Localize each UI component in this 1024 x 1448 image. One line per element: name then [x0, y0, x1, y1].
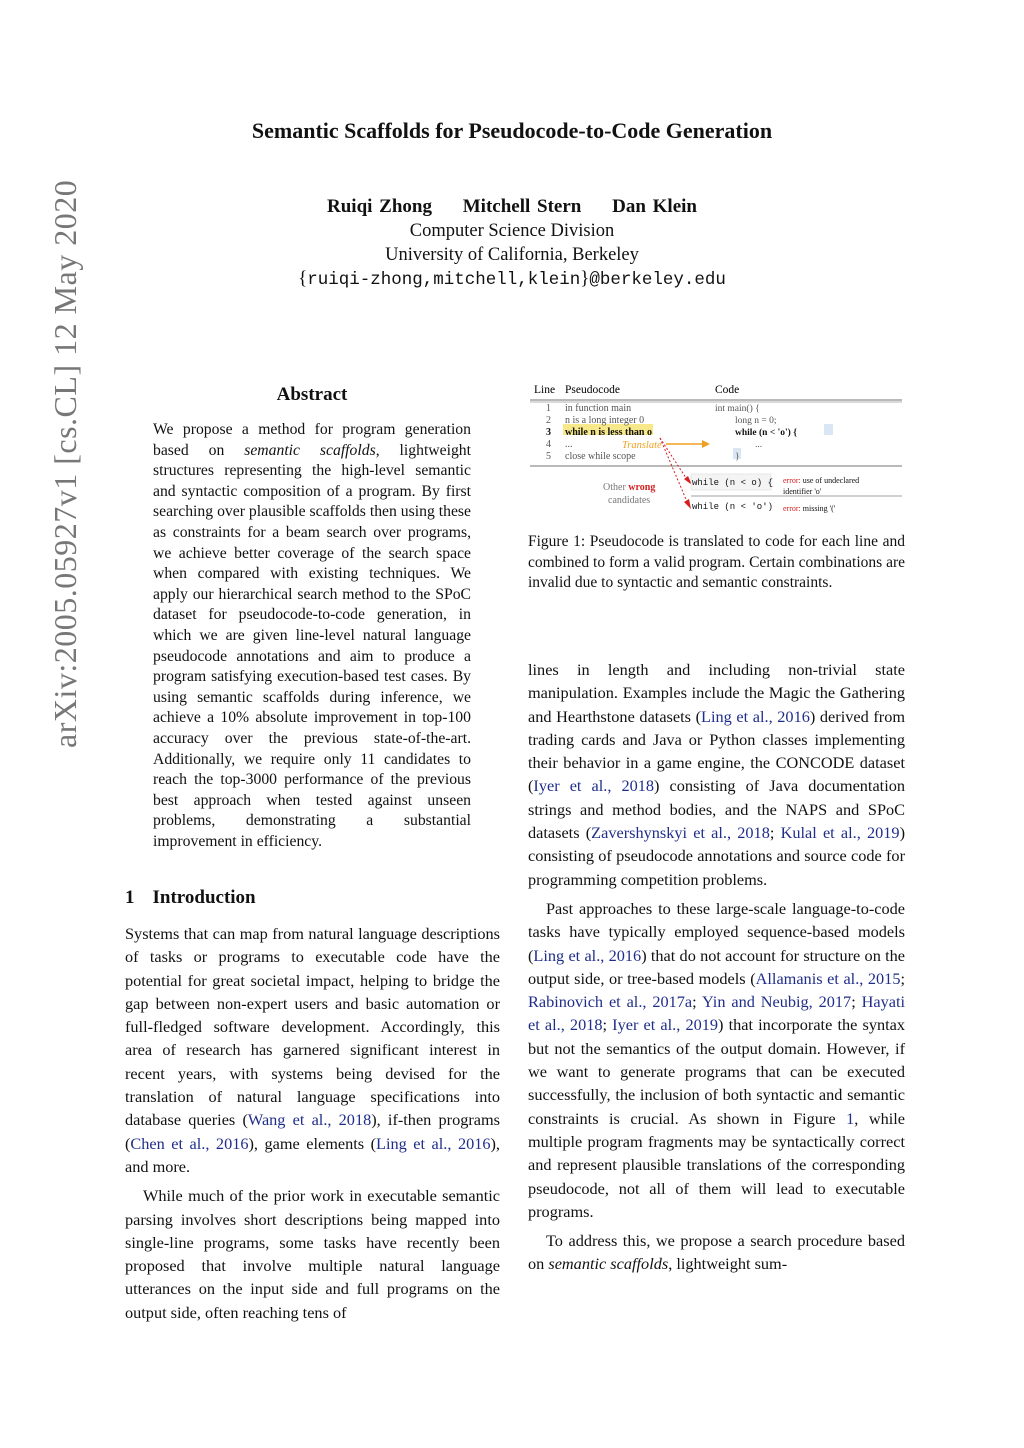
- translate-arrow-icon: [702, 440, 710, 448]
- citation-link[interactable]: Kulal et al., 2019: [780, 823, 900, 843]
- abstract-heading: Abstract: [276, 384, 348, 405]
- citation-link[interactable]: Hayati et al., 2018: [528, 992, 905, 1035]
- svg-text:Code: Code: [715, 384, 740, 396]
- svg-text:while (n < 'o') {: while (n < 'o') {: [735, 428, 797, 438]
- svg-text:Other wrong: Other wrong: [603, 482, 656, 493]
- citation-link[interactable]: Rabinovich et al., 2017a: [528, 992, 693, 1012]
- translate-label: Translate: [622, 440, 662, 451]
- paragraph: lines in length and including non-trivial state manipulation. Examples include the Magic the Gathering and Hearthstone datasets (Ling et al., 2016) derived from trading cards and Java or Python classes implementing their behavior in a game engine, the CONCODE dataset (Iyer et al., 2018) consisting of Java documentation strings and method bodies, and the NAPS and SPoC datasets (Zavershynskyi et al., 2018; Kulal et al., 2019) consisting of pseudocode annotations and source code for programming competition problems.: [528, 660, 906, 889]
- citation-link[interactable]: Chen et al., 2016: [130, 1133, 249, 1153]
- svg-text:close while scope: close while scope: [565, 451, 636, 462]
- svg-text:candidates: candidates: [608, 495, 651, 506]
- author-list: [0, 196, 1024, 218]
- affiliation-university: University of California, Berkeley: [385, 245, 639, 265]
- author-emails: {ruiqi-zhong,mitchell,klein}@berkeley.edu: [298, 268, 726, 290]
- affiliation-division: Computer Science Division: [409, 221, 615, 241]
- citation-link[interactable]: Yin and Neubig, 2017: [701, 992, 852, 1012]
- svg-text:4: 4: [546, 439, 551, 450]
- paragraph: Systems that can map from natural language descriptions of tasks or programs to executable code have the potential for great societal impact, helping to bridge the gap between non-expert users and basic automation or full-fledged software development. Accordingly, this area of research has garnered significant interest in recent years, with systems being devised for the translation of natural language specifications into database queries (Wang et al., 2018), if-then programs (Chen et al., 2016), game elements (Ling et al., 2016), and more.: [125, 924, 501, 1176]
- figure-reference-link[interactable]: 1: [846, 1108, 855, 1128]
- citation-link[interactable]: Ling et al., 2016: [376, 1133, 491, 1153]
- right-column-body: [528, 658, 905, 1276]
- figure-caption: Figure 1: Pseudocode is translated to code for each line and combined to form a valid program. Certain combinations are invalid due to syntactic and semantic constraints.: [528, 533, 905, 592]
- section-heading-introduction: 1 Introduction: [125, 887, 256, 908]
- citation-link[interactable]: Allamanis et al., 2015: [755, 968, 901, 988]
- author-name: Ruiqi Zhong: [327, 196, 432, 217]
- svg-text:in function main: in function main: [565, 403, 632, 414]
- svg-text:Pseudocode: Pseudocode: [565, 384, 620, 396]
- citation-link[interactable]: Iyer et al., 2018: [533, 776, 655, 796]
- svg-text:n is a long integer 0: n is a long integer 0: [565, 415, 645, 426]
- figure-pseudocode-to-code: [530, 378, 905, 518]
- svg-text:...: ...: [565, 439, 573, 450]
- citation-link[interactable]: Wang et al., 2018: [247, 1110, 372, 1130]
- svg-text:while n is less than o: while n is less than o: [565, 427, 652, 438]
- svg-text:error: missing '(': error: missing '(': [783, 504, 836, 513]
- paper-title: Semantic Scaffolds for Pseudocode-to-Code Generation: [251, 118, 773, 143]
- svg-text:}: }: [735, 452, 740, 462]
- citation-link[interactable]: Zavershynskyi et al., 2018: [591, 823, 770, 843]
- svg-text:...: ...: [755, 440, 763, 450]
- wrong-candidate-2: while (n < 'o'): [692, 502, 774, 512]
- abstract-body: We propose a method for program generation based on semantic scaffolds, lightweight structures representing the high-level semantic and syntactic composition of a program. By first searching over plausible scaffolds then using these as constraints for a beam search over programs, we achieve better coverage of the search space when compared with existing techniques. We apply our hierarchical search method to the SPoC dataset for pseudocode-to-code generation, in which we are given line-level natural language pseudocode annotations and aim to produce a program satisfying execution-based test cases. By using semantic scaffolds during inference, we achieve a 10% absolute improvement in top-100 accuracy over the previous state-of-the-art. Additionally, we require only 11 candidates to reach the top-3000 performance of the previous best approach when tested against unseen problems, demonstrating a substantial improvement in efficiency.: [153, 421, 471, 850]
- author-name: Mitchell Stern: [462, 196, 582, 217]
- author-name: Dan Klein: [612, 196, 697, 217]
- paragraph: Past approaches to these large-scale language-to-code tasks have typically employed sequence-based models (Ling et al., 2016) that do not account for structure on the output side, or tree-based models (Allamanis et al., 2015; Rabinovich et al., 2017a; Yin and Neubig, 2017; Hayati et al., 2018; Iyer et al., 2019) that incorporate the syntax but not the semantics of the output domain. However, if we want to generate programs that can be executed successfully, the inclusion of both syntactic and semantic constraints is crucial. As shown in Figure 1, while multiple program fragments may be syntactically correct and represent plausible translations of the corresponding pseudocode, not all of them will lead to executable programs.: [528, 898, 906, 1221]
- paragraph: While much of the prior work in executable semantic parsing involves short descriptions being mapped into single-line programs, some tasks have recently been proposed that involve multiple natural language utterances on the input side and full programs on the output side, often reaching tens of: [125, 1186, 500, 1322]
- svg-text:1: 1: [546, 403, 551, 414]
- svg-text:long n = 0;: long n = 0;: [735, 416, 777, 426]
- intro-body: [125, 922, 500, 1324]
- svg-text:error: use of undeclared: error: use of undeclared: [783, 476, 860, 485]
- svg-text:5: 5: [546, 451, 551, 462]
- wrong-candidate-1: while (n < o) {: [692, 478, 774, 488]
- citation-link[interactable]: Iyer et al., 2019: [612, 1015, 719, 1035]
- svg-text:Line: Line: [534, 384, 556, 396]
- paragraph: To address this, we propose a search procedure based on semantic scaffolds, lightweight sum-: [528, 1231, 905, 1274]
- svg-text:identifier 'o': identifier 'o': [783, 487, 822, 496]
- svg-text:3: 3: [546, 427, 551, 438]
- citation-link[interactable]: Ling et al., 2016: [701, 706, 810, 726]
- svg-text:int main() {: int main() {: [715, 404, 760, 414]
- citation-link[interactable]: Ling et al., 2016: [533, 945, 642, 965]
- arxiv-identifier: arXiv:2005.05927v1 [cs.CL] 12 May 2020: [47, 179, 83, 748]
- svg-text:2: 2: [546, 415, 551, 426]
